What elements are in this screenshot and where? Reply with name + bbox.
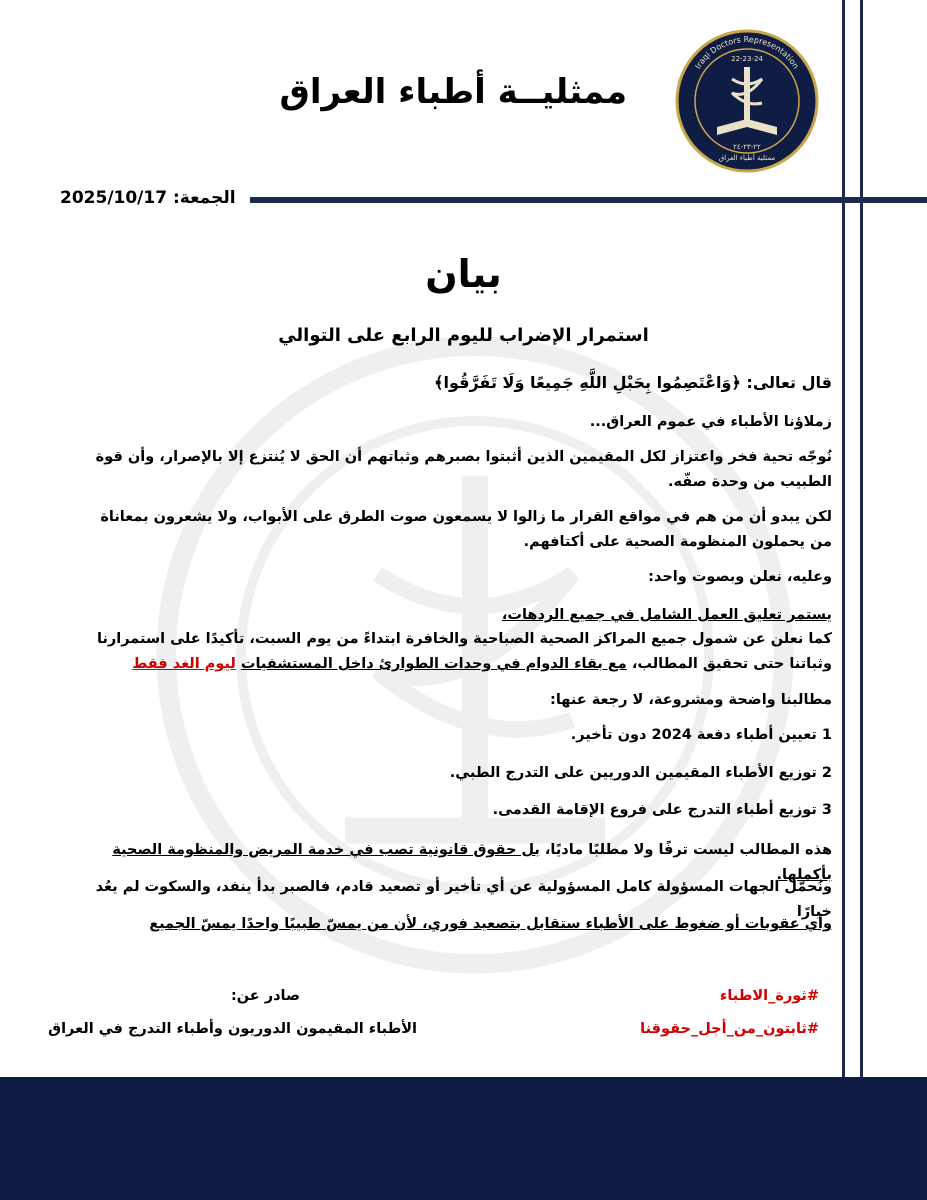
inclusion-underlined: مع بقاء الدوام في وحدات الطوارئ داخل المستشفيات — [240, 656, 627, 672]
logo-arc-text: Iraqi Doctors Representation — [693, 34, 801, 71]
org-logo — [657, 27, 837, 175]
document-date — [60, 188, 236, 208]
demand-item: 3 توزيع أطباء التدرج على فروع الإقامة القدمى. — [492, 802, 832, 818]
logo-year-ar: ٢٢-٢٣-٢٤ — [733, 143, 761, 151]
footer-bar — [0, 1077, 927, 1200]
document-subtitle: استمرار الإضراب لليوم الرابع على التوالي — [278, 325, 649, 346]
date-value: 2025/10/17 — [60, 188, 168, 208]
rights-underlined: بل حقوق قانونية تصب في خدمة المريض والمنظومة الصحية بأكملها. — [112, 842, 832, 883]
paragraph-decision-makers: لكن يبدو أن من هم في مواقع القرار ما زالوا لا يسمعون صوت الطرق على الأبواب، ولا يشعرون بمعاناة من يحملون المنظومة الصحية على أكتافهم. — [100, 509, 832, 550]
demand-item: 1 تعيين أطباء دفعة 2024 دون تأخير. — [570, 727, 832, 743]
hashtag[interactable]: #ثابتون_من_أجل_حقوقنا — [640, 1021, 819, 1037]
responsibility-paragraph: ونُحمّل الجهات المسؤولة كامل المسؤولية عن أي تأخير أو تصعيد قادم، فالصبر بدأ ينفد، والسكوت لم يعُد خيارًا — [95, 879, 832, 920]
header-divider — [250, 197, 927, 203]
date-prefix: الجمعة: — [172, 188, 236, 208]
paragraph-pride: نُوجّه تحية فخر واعتزاز لكل المقيمين الذين أثبتوا بصبرهم وثباتهم أن الحق لا يُنتزع إلا بالإصرار، وأن قوة الطبيب من وحدة صفّه. — [95, 449, 832, 490]
issuer-name: الأطباء المقيمون الدوريون وأطباء التدرج في العراق — [48, 1021, 417, 1037]
right-border-line-1 — [842, 0, 845, 1200]
right-border-line-2 — [860, 0, 863, 1200]
quran-quote — [92, 370, 832, 395]
issued-by-label: صادر عن: — [230, 988, 300, 1004]
quote-text: ﴿وَاعْتَصِمُوا بِحَبْلِ اللَّهِ جَمِيعًا وَلَا تَفَرَّقُوا﴾ — [434, 373, 741, 392]
inclusion-red: ليوم الغد فقط — [132, 656, 236, 672]
hashtag[interactable]: #ثورة_الاطباء — [719, 988, 819, 1004]
logo-year: 22-23-24 — [731, 55, 763, 63]
inclusion-paragraph — [92, 627, 832, 677]
greeting: زملاؤنا الأطباء في عموم العراق... — [589, 414, 832, 430]
org-title: ممثليــة أطباء العراق — [279, 72, 627, 112]
suspension-line: يستمر تعليق العمل الشامل في جميع الردهات، — [501, 607, 832, 623]
rights-text: هذه المطالب ليست ترفًا ولا مطلبًا ماديًا، — [539, 842, 832, 858]
announce-intro: وعليه، نعلن وبصوت واحد: — [648, 569, 832, 585]
warning-paragraph: وأي عقوبات أو ضغوط على الأطباء ستقابل بتصعيد فوري، لأن من يمسّ طبيبًا واحدًا يمسّ الجميع — [149, 916, 832, 932]
demand-item: 2 توزيع الأطباء المقيمين الدوريين على التدرج الطبي. — [449, 765, 832, 781]
inclusion-text: كما نعلن عن شمول جميع المراكز الصحية الصباحية والخافرة ابتداءً من يوم السبت، تأكيدًا على استمرارنا وثباتنا حتى تحقيق المطالب، — [97, 631, 832, 672]
document-title: بيان — [425, 252, 502, 296]
logo-bottom-text: ممثلية أطباء العراق — [718, 154, 776, 162]
demands-intro: مطالبنا واضحة ومشروعة، لا رجعة عنها: — [550, 692, 832, 708]
quote-intro: قال تعالى: — [740, 373, 832, 392]
